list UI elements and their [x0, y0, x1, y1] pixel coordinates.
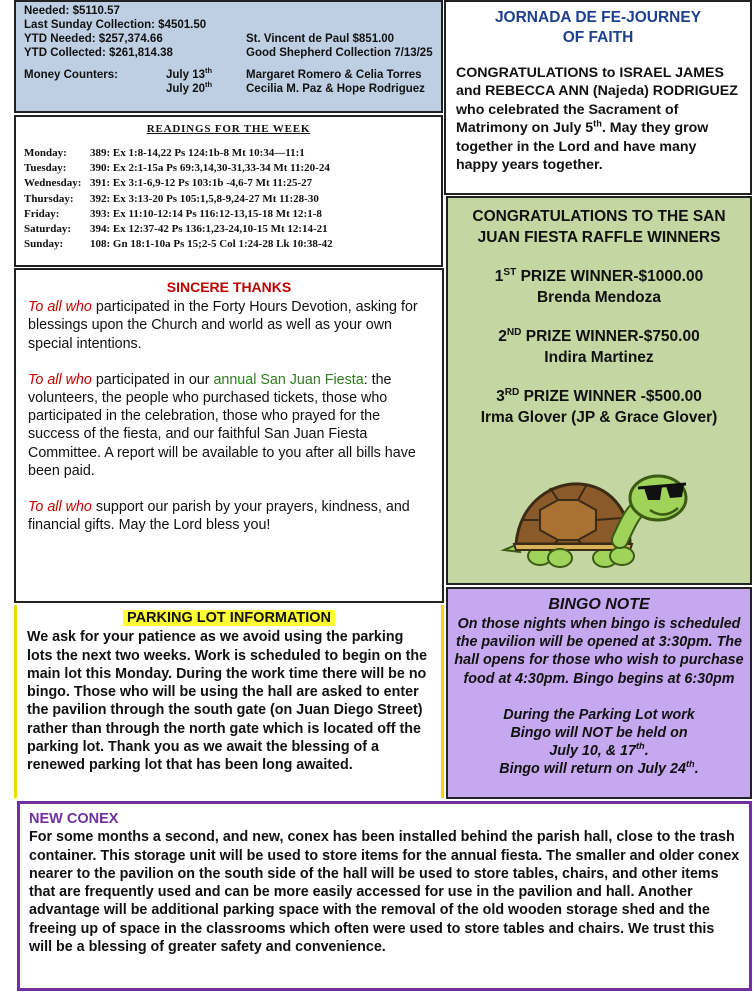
- thanks-paragraph-2: To all who participated in our annual San Juan Fiesta: the volunteers, the people who purchased tickets, those who participated in the celebration, those who prayed for the success of the fiesta, and our faithful San Juan Fiesta Committee. A report will be available to you after all bills have been paid.: [28, 371, 416, 479]
- reading-tuesday: Tuesday: 390: Ex 2:1-15a Ps 69:3,14,30-31,33-34 Mt 11:20-24: [24, 162, 330, 175]
- bingo-title: BINGO NOTE: [548, 596, 650, 613]
- last-sunday-line: [24, 19, 433, 33]
- conex-body: For some months a second, and new, conex has been installed behind the parish hall, close to the trash container. This storage unit will be used to store items for the annual fiesta. The smaller and older conex nearer to the pavilion on the south side of the hall will be used to store tables, chairs, and other items that are frequently used and can be more easily accessed for use in the pavilion and hall. Another advantage will be additional parking space with the removal of the old wooden storage shed and the freeing up of space in the classrooms which often were used to store tables and chairs. We trust this will be a blessing of greater safety and convenience.: [29, 829, 740, 956]
- jornada-box: [444, 0, 752, 195]
- counter-date-2: July 20th: [166, 80, 213, 95]
- jornada-body: CONGRATULATIONS to ISRAEL JAMES and REBECCA ANN (Najeda) RODRIGUEZ who celebrated the Sacrament of Matrimony on July 5th. May they grow together in the Lord and have many happy years together.: [456, 65, 738, 174]
- new-conex-box: [17, 801, 752, 991]
- money-counters-label: Money Counters:: [24, 69, 118, 81]
- prize-2-winner: Indira Martinez: [544, 349, 654, 366]
- conex-title: NEW CONEX: [29, 811, 119, 827]
- finance-summary-box: [14, 0, 443, 113]
- ytd-needed: YTD Needed: $257,374.66: [24, 33, 163, 45]
- ytd-collected: YTD Collected: $261,814.38: [24, 47, 173, 59]
- thanks-paragraph-1: To all who participated in the Forty Hours Devotion, asking for blessings upon the Church and world as well as your own special intentions.: [28, 299, 418, 352]
- bingo-paragraph-1: On those nights when bingo is scheduled the pavilion will be opened at 3:30pm. The hall opens for those who wish to purchase food at 4:30pm. Bingo begins at 6:30pm: [454, 616, 744, 687]
- prize-3-winner: Irma Glover (JP & Grace Glover): [480, 409, 718, 426]
- counter-names-2: Cecilia M. Paz & Hope Rodriguez: [246, 83, 425, 95]
- parking-lot-box: [14, 605, 444, 798]
- money-counters-row-1: [24, 66, 433, 83]
- money-counters-row-2: [24, 80, 433, 97]
- prize-1: 1ST PRIZE WINNER-$1000.00 Brenda Mendoza: [454, 266, 744, 308]
- prize-3: 3RD PRIZE WINNER -$500.00 Irma Glover (JP & Grace Glover): [454, 386, 744, 428]
- reading-sunday: Sunday: 108: Gn 18:1-10a Ps 15;2-5 Col 1:24-28 Lk 10:38-42: [24, 238, 333, 251]
- raffle-winners-box: [446, 196, 752, 585]
- bingo-paragraph-2: During the Parking Lot work Bingo will NOT be held on July 10, & 17th. Bingo will return on July 24th.: [499, 706, 699, 778]
- readings-title: READINGS FOR THE WEEK: [146, 123, 311, 135]
- thanks-paragraph-3: To all who support our parish by your prayers, kindness, and financial gifts. May the Lord bless you!: [28, 499, 410, 534]
- parking-body: We ask for your patience as we avoid using the parking lots the next two weeks. Work is scheduled to begin on the main lot this Monday. During the work time there will be no bingo. Those who will be using the hall are asked to enter the pavilion through the south gate (on Juan Diego Street) rather than through the north gate which is located off the parking lot. Thank you as we await the blessing of a renewed parking lot that has been long awaited.: [27, 629, 428, 774]
- counter-names-1: Margaret Romero & Celia Torres: [246, 69, 422, 81]
- readings-box: [14, 115, 443, 267]
- counter-date-1: July 13th: [166, 66, 213, 81]
- thanks-title: SINCERE THANKS: [166, 279, 292, 295]
- reading-saturday: Saturday: 394: Ex 12:37-42 Ps 136:1,23-24,10-15 Mt 12:14-21: [24, 222, 328, 235]
- ytd-needed-line: [24, 33, 433, 47]
- reading-wednesday: Wednesday: 391: Ex 3:1-6,9-12 Ps 103:1b -4,6-7 Mt 11:25-27: [24, 177, 313, 190]
- ytd-collected-line: [24, 47, 433, 61]
- sincere-thanks-box: [14, 268, 444, 603]
- turtle-with-sunglasses-icon: [500, 470, 690, 570]
- parking-title: PARKING LOT INFORMATION: [27, 609, 431, 627]
- needed-line: [24, 5, 433, 19]
- last-sunday-collection: Last Sunday Collection: $4501.50: [24, 19, 207, 31]
- bingo-note-box: [446, 587, 752, 799]
- reading-friday: Friday: 393: Ex 11:10-12:14 Ps 116:12-13,15-18 Mt 12:1-8: [24, 207, 322, 220]
- reading-monday: Monday: 389: Ex 1:8-14,22 Ps 124:1b-8 Mt 10:34—11:1: [24, 147, 305, 159]
- jornada-title: JORNADA DE FE-JOURNEY OF FAITH: [494, 9, 702, 46]
- prize-1-winner: Brenda Mendoza: [536, 289, 661, 306]
- reading-thursday: Thursday: 392: Ex 3:13-20 Ps 105:1,5,8-9,24-27 Mt 11:28-30: [24, 192, 319, 205]
- st-vincent-collection: St. Vincent de Paul $851.00: [246, 33, 395, 45]
- needed-amount: Needed: $5110.57: [24, 5, 120, 17]
- good-shepherd-collection: Good Shepherd Collection 7/13/25: [246, 47, 433, 59]
- prize-2: 2ND PRIZE WINNER-$750.00 Indira Martinez: [454, 326, 744, 368]
- raffle-title: CONGRATULATIONS TO THE SAN JUAN FIESTA RAFFLE WINNERS: [472, 208, 726, 246]
